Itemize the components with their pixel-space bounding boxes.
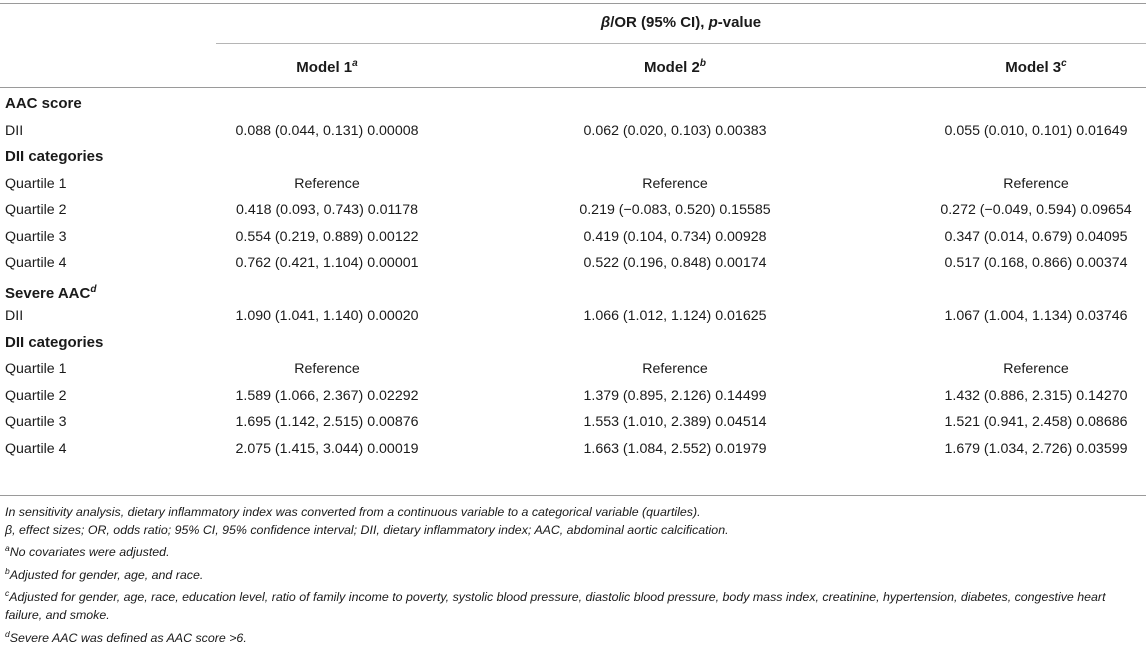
table-cell-model-1: 0.554 (0.219, 0.889) 0.00122 bbox=[235, 228, 419, 245]
table-cell-model-1: 2.075 (1.415, 3.044) 0.00019 bbox=[235, 440, 419, 457]
row-label bbox=[5, 409, 67, 435]
row-label-text: AAC score bbox=[5, 95, 82, 112]
spanner-beta: β bbox=[600, 14, 611, 31]
table-section-row bbox=[0, 277, 1146, 303]
table-cell-model-3: 1.432 (0.886, 2.315) 0.14270 bbox=[944, 387, 1128, 404]
table-cell-model-3: Reference bbox=[1003, 175, 1069, 192]
footnote bbox=[5, 539, 1143, 561]
model-3-footnote-mark: c bbox=[1061, 58, 1067, 69]
table-cell-model-2: 1.553 (1.010, 2.389) 0.04514 bbox=[583, 414, 767, 430]
model-3-label: Model 3 bbox=[1005, 59, 1062, 76]
table-row bbox=[0, 224, 1146, 250]
footnote-text: Adjusted for gender, age, race, education level, ratio of family income to poverty, systolic blood pressure, diastolic blood pressure, body mass index, creatinine, hypertension, diabetes, congestive heart failure, and smoke. bbox=[5, 590, 1106, 623]
model-2-label: Model 2 bbox=[644, 59, 700, 76]
table-cell-model-3: 0.272 (−0.049, 0.594) 0.09654 bbox=[940, 202, 1132, 218]
table-cell-model-1: Reference bbox=[294, 361, 360, 377]
table-cell-model-3: 1.521 (0.941, 2.458) 0.08686 bbox=[944, 414, 1128, 430]
table-cell-model-2: Reference bbox=[642, 175, 708, 192]
table-cell-model-2: 0.419 (0.104, 0.734) 0.00928 bbox=[583, 228, 767, 245]
column-header-model-1 bbox=[216, 53, 438, 79]
spanner-end: -value bbox=[717, 14, 762, 31]
column-spanner-header bbox=[216, 12, 1146, 34]
spanner-underline bbox=[216, 43, 1146, 44]
table-cell-model-1: Reference bbox=[294, 175, 360, 192]
footnote bbox=[5, 562, 1143, 584]
table-cell-model-3: 0.347 (0.014, 0.679) 0.04095 bbox=[944, 228, 1128, 245]
table-cell-model-3: 1.679 (1.034, 2.726) 0.03599 bbox=[944, 440, 1128, 457]
table-cell-model-2: 1.663 (1.084, 2.552) 0.01979 bbox=[583, 440, 767, 457]
footnote-text: Adjusted for gender, age, and race. bbox=[9, 567, 204, 582]
table-top-rule bbox=[0, 3, 1146, 4]
table-row bbox=[0, 118, 1146, 144]
row-label bbox=[5, 277, 96, 307]
table-row bbox=[0, 356, 1146, 382]
model-1-label: Model 1 bbox=[296, 59, 353, 76]
footnote-mark: b bbox=[5, 565, 10, 576]
row-label-text: DII categories bbox=[5, 333, 104, 351]
footnote-text: In sensitivity analysis, dietary inflammatory index was converted from a continuous variable to a categorical variable (quartiles). bbox=[5, 505, 701, 519]
spanner-middle: /OR (95% CI), bbox=[610, 14, 709, 31]
row-label bbox=[5, 224, 67, 250]
row-label-text: DII bbox=[5, 122, 24, 139]
row-label bbox=[5, 91, 82, 117]
table-cell-model-2: 1.066 (1.012, 1.124) 0.01625 bbox=[583, 308, 767, 324]
row-label-footnote-mark: d bbox=[90, 283, 97, 295]
footnote-text: No covariates were adjusted. bbox=[9, 545, 170, 560]
row-label bbox=[5, 330, 103, 356]
table-cell-model-2: 0.522 (0.196, 0.848) 0.00174 bbox=[583, 255, 767, 271]
table-row bbox=[0, 171, 1146, 197]
footnote-text: Severe AAC was defined as AAC score >6. bbox=[9, 630, 247, 645]
table-row bbox=[0, 197, 1146, 223]
table-cell-model-3: Reference bbox=[1003, 361, 1069, 377]
table-section-row bbox=[0, 330, 1146, 356]
row-label-text: Quartile 3 bbox=[5, 414, 67, 430]
footnote-mark: d bbox=[5, 628, 10, 639]
footnote-text: β, effect sizes; OR, odds ratio; 95% CI, 95% confidence interval; DII, dietary inflammatory index; AAC, abdominal aortic calcification. bbox=[5, 523, 729, 538]
footnote bbox=[5, 521, 1143, 539]
row-label-text: DII categories bbox=[5, 148, 104, 165]
table-cell-model-3: 0.055 (0.010, 0.101) 0.01649 bbox=[944, 122, 1128, 139]
row-label-text: Quartile 4 bbox=[5, 440, 67, 457]
row-label-text: Quartile 4 bbox=[5, 255, 67, 271]
table-row bbox=[0, 250, 1146, 276]
row-label-text: DII bbox=[5, 308, 24, 324]
spanner-p: p bbox=[708, 14, 718, 31]
model-2-footnote-mark: b bbox=[699, 58, 706, 69]
footnote bbox=[5, 625, 1143, 647]
row-label-text: Quartile 2 bbox=[5, 387, 67, 404]
row-label bbox=[5, 303, 23, 329]
row-label-text: Quartile 2 bbox=[5, 202, 67, 218]
footnote bbox=[5, 584, 1143, 625]
table-cell-model-1: 0.418 (0.093, 0.743) 0.01178 bbox=[236, 202, 418, 218]
row-label-text: Quartile 3 bbox=[5, 228, 67, 245]
table-bottom-rule bbox=[0, 495, 1146, 496]
table-cell-model-1: 0.088 (0.044, 0.131) 0.00008 bbox=[235, 122, 419, 139]
table-footnotes bbox=[5, 503, 1143, 647]
row-label bbox=[5, 250, 67, 276]
footnote bbox=[5, 503, 1143, 521]
table-cell-model-1: 1.589 (1.066, 2.367) 0.02292 bbox=[235, 387, 419, 404]
row-label-text: Severe AAC bbox=[5, 284, 91, 302]
footnote-mark: c bbox=[5, 588, 10, 599]
table-cell-model-2: 0.219 (−0.083, 0.520) 0.15585 bbox=[579, 202, 771, 218]
row-label bbox=[5, 171, 67, 197]
row-label bbox=[5, 383, 67, 409]
table-row bbox=[0, 409, 1146, 435]
header-bottom-rule bbox=[0, 87, 1146, 88]
column-header-model-2 bbox=[560, 53, 790, 79]
table-cell-model-2: Reference bbox=[642, 361, 708, 377]
row-label bbox=[5, 118, 23, 144]
table-row bbox=[0, 303, 1146, 329]
row-label bbox=[5, 197, 67, 223]
row-label bbox=[5, 356, 67, 382]
table-cell-model-1: 1.090 (1.041, 1.140) 0.00020 bbox=[235, 308, 419, 324]
table-cell-model-2: 1.379 (0.895, 2.126) 0.14499 bbox=[583, 387, 767, 404]
footnote-mark: a bbox=[5, 543, 10, 554]
table-cell-model-1: 0.762 (0.421, 1.104) 0.00001 bbox=[235, 255, 419, 271]
row-label bbox=[5, 144, 103, 170]
table-row bbox=[0, 436, 1146, 462]
table-cell-model-1: 1.695 (1.142, 2.515) 0.00876 bbox=[235, 414, 419, 430]
table-cell-model-2: 0.062 (0.020, 0.103) 0.00383 bbox=[583, 122, 767, 139]
row-label bbox=[5, 436, 67, 462]
table-cell-model-3: 1.067 (1.004, 1.134) 0.03746 bbox=[944, 308, 1128, 324]
model-1-footnote-mark: a bbox=[352, 58, 358, 69]
table-section-row bbox=[0, 91, 1146, 117]
table-section-row bbox=[0, 144, 1146, 170]
column-header-model-3 bbox=[926, 53, 1146, 79]
table-cell-model-3: 0.517 (0.168, 0.866) 0.00374 bbox=[944, 255, 1128, 271]
table-row bbox=[0, 383, 1146, 409]
row-label-text: Quartile 1 bbox=[5, 361, 67, 377]
row-label-text: Quartile 1 bbox=[5, 175, 67, 192]
